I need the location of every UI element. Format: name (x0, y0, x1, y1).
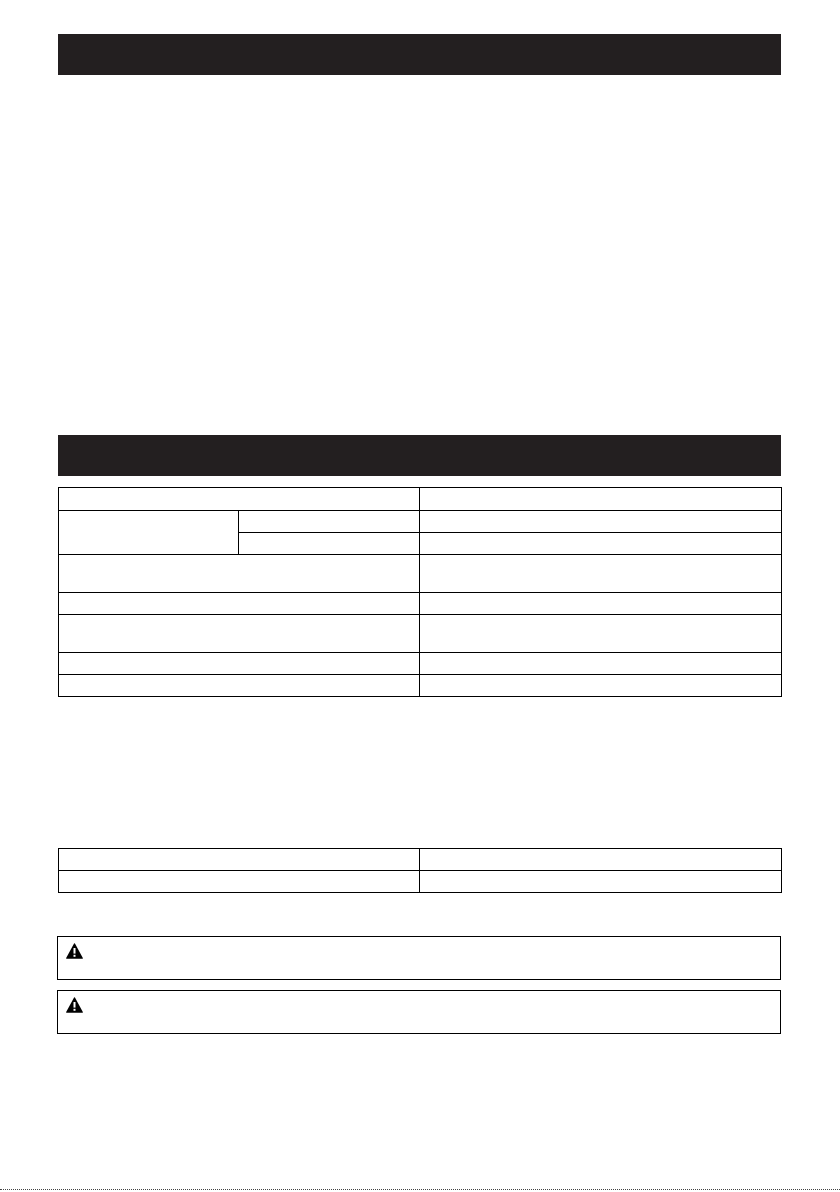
spec-sublabel-cell (239, 533, 420, 555)
table-row (59, 653, 782, 675)
spec-value-cell (420, 533, 782, 555)
secondary-value-cell (420, 849, 782, 871)
spec-label-cell (59, 511, 239, 555)
warning-box (57, 936, 781, 980)
spec-value-cell (420, 511, 782, 533)
spec-label-cell (59, 615, 420, 653)
spec-value-cell (420, 615, 782, 653)
table-row (59, 488, 782, 511)
secondary-label-cell (59, 871, 420, 893)
table-row (59, 555, 782, 593)
spec-value-cell (420, 593, 782, 615)
secondary-value-cell (420, 871, 782, 893)
section-header-bar-top (58, 34, 781, 75)
spec-label-cell (59, 675, 420, 697)
spec-label-cell (59, 593, 420, 615)
table-row (59, 871, 782, 893)
spec-sublabel-cell (239, 511, 420, 533)
warning-triangle-icon (66, 943, 83, 959)
spec-value-cell (420, 653, 782, 675)
spec-label-cell (59, 488, 420, 511)
table-row (59, 615, 782, 653)
spec-label-cell (59, 653, 420, 675)
page-trim-line (0, 1189, 840, 1190)
table-row (59, 675, 782, 697)
secondary-table (58, 848, 782, 893)
spec-value-cell (420, 555, 782, 593)
table-row (59, 593, 782, 615)
table-row (59, 849, 782, 871)
table-row (59, 511, 782, 533)
specifications-table (58, 487, 782, 697)
warning-box (57, 990, 781, 1034)
spec-label-cell (59, 555, 420, 593)
spec-value-cell (420, 675, 782, 697)
spec-value-cell (420, 488, 782, 511)
warning-triangle-icon (66, 997, 83, 1013)
section-header-bar-specifications (58, 435, 781, 476)
secondary-label-cell (59, 849, 420, 871)
